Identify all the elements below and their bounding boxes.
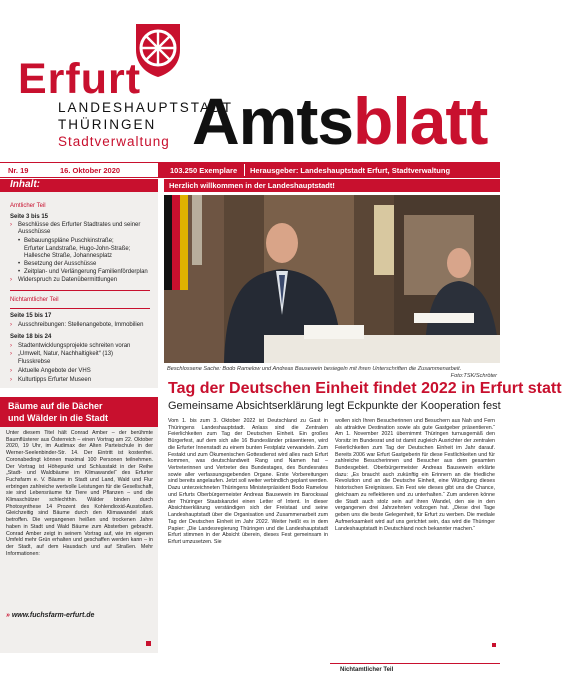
contents-bullet: • Zeitplan- und Verlängerung Familienförderplan bbox=[24, 269, 154, 276]
contents-item[interactable]: › Kulturtipps Erfurter Museen bbox=[18, 377, 154, 384]
article-subtitle: Gemeinsame Absichtserklärung legt Eckpunkte der Kooperation fest bbox=[168, 400, 501, 412]
signing-photo bbox=[164, 195, 500, 363]
masthead-line-1: LANDESHAUPTSTADT bbox=[58, 100, 234, 115]
bar-divider bbox=[244, 164, 245, 176]
contents-bullet-cont: Erfurter Landstraße, Hugo-John-Straße; bbox=[24, 246, 131, 252]
contents-item[interactable]: › „Umwelt, Natur, Nachhaltigkeit“ (13) bbox=[18, 351, 154, 358]
page-range: Seite 15 bis 17 bbox=[10, 313, 52, 319]
sidebar-article bbox=[0, 427, 158, 653]
end-mark bbox=[146, 641, 151, 646]
contents-item-cont: Flusskrebse bbox=[18, 359, 51, 365]
amtsblatt-title: Amtsblatt bbox=[192, 84, 488, 158]
sidebar-article-heading: Bäume auf die Dächer und Wälder in die Stadt bbox=[0, 397, 158, 427]
issue-publisher: Herausgeber: Landeshauptstadt Erfurt, Stadtverwaltung bbox=[250, 166, 451, 175]
article-column-2: wollen sich Ihren Besucherinnen und Besuchern aus Nah und Fern als attraktive Destination sowie als gute Gastgeber präsentieren.“ Am 1. November 2021 übernimmt Thüringen turnusgemäß den Vorsitz im Bundesrat und ist damit zugleich Ausrichter der zentralen Feierlichkeiten zum Tag der Deutschen Einheit im Jahr darauf. Bereits 2006 war Erfurt Gastgeberin für diese Festlichkeiten und für zahlreiche Besucherinnen und Besucher aus dem gesamten Bundesgebiet. Oberbürgermeister Andreas Bausewein erklärte dazu: „Es braucht auch zukünftig ein Erinnern an die friedliche Revolution und an die Deutsche Einheit, eine Würdigung dieses historischen Ereignisses. Ein Fest wie dieses gibt uns die Chance, gleichsam zu reflektieren und zu unterhalten.“ Zum anderen könne die Stadt auch stolz sein auf ihren Wandel, den sie in den vergangenen drei Jahrzehnten vollzogen hat. „Diese drei Tage geben uns die beste Gelegenheit, für Erfurt zu werben. Die mediale Aufmerksamkeit wird auf uns gerichtet sein, das wird die Thüringer Landeshauptstadt in Deutschland noch bekannter machen.“ bbox=[335, 418, 495, 532]
article-column-1: Vom 1. bis zum 3. Oktober 2022 ist Deutschland zu Gast in Thüringens Landeshauptstadt. Anlass sind die Zentralen Feierlichkeiten zum Tag der Deutschen Einheit. Ein großes Bürgerfest, auf dem sich alle 16 Bundesländer präsentieren, wird die Erfurter Innenstadt zu einem bunten Festplatz verwandeln. Zum Festakt und zum Ökumenischen Gottesdienst wird alles nach Erfurt kommen, was deutschlandweit Rang und Namen hat – Vertreterinnen und Vertreter des Bundestages, des Bundesrates sowie aller verfassungsgebenden Organe. Erste Vorbereitungen sind bereits angelaufen. Jetzt soll weiter verbindlich geplant werden. Dazu unterzeichneten Thüringens Ministerpräsident Bodo Ramelow und Erfurts Oberbürgermeister Andreas Bausewein im Barocksaal der Thüringer Staatskanzlei einen Letter of Intent. In dieser Absichtserklärung verständigen sich der Freistaat und seine Landeshauptstadt über die Organisation und Zusammenarbeit zum Tag der Deutschen Einheit im Jahr 2022. Weiter heißt es in dem Papier: „Die Landesregierung Thüringen und die Landeshauptstadt Erfurt stimmen in der Absicht überein, dieses Fest gemeinsam in Erfurt umzusetzen. Sie bbox=[168, 418, 328, 545]
issue-number: Nr. 19 bbox=[8, 166, 29, 175]
section-label: Amtlicher Teil bbox=[10, 203, 46, 209]
contents-panel bbox=[0, 192, 158, 388]
issue-date: 16. Oktober 2020 bbox=[60, 166, 121, 175]
contents-item[interactable]: › Ausschreibungen: Stellenangebote, Immobilien bbox=[18, 322, 154, 329]
divider bbox=[10, 308, 150, 309]
contents-bullet: • Bebauungspläne Puschkinstraße; bbox=[24, 238, 154, 245]
contents-item[interactable]: › Aktuelle Angebote der VHS bbox=[18, 368, 154, 375]
article-title: Tag der Deutschen Einheit findet 2022 in Erfurt statt bbox=[168, 380, 562, 397]
section-label: Nichtamtlicher Teil bbox=[10, 297, 59, 303]
contents-item[interactable]: › Widerspruch zu Datenübermittlungen bbox=[18, 277, 154, 284]
photo-header: Herzlich willkommen in der Landeshauptstadt! bbox=[164, 179, 500, 192]
end-mark bbox=[492, 643, 496, 647]
issue-copies: 103.250 Exemplare bbox=[170, 166, 238, 175]
contents-bullet-cont: Hallesche Straße, Johannesplatz bbox=[24, 253, 113, 259]
page-range: Seite 18 bis 24 bbox=[10, 334, 52, 340]
contents-heading: Inhalt: bbox=[0, 179, 158, 192]
masthead-line-2: THÜRINGEN bbox=[58, 117, 157, 132]
photo-caption: Beschlossene Sache: Bodo Ramelow und Andreas Bausewein besiegeln mit ihren Unterschriften die Zusammenarbeit. Foto:TSK/Schröter bbox=[167, 366, 497, 379]
contents-bullet: • Besetzung der Ausschüsse bbox=[24, 261, 154, 268]
masthead-line-3: Stadtverwaltung bbox=[58, 134, 170, 149]
issue-number-date bbox=[0, 162, 158, 178]
city-name: Erfurt bbox=[18, 55, 142, 103]
website-link[interactable]: » www.fuchsfarm-erfurt.de bbox=[6, 612, 95, 619]
contents-item[interactable]: › Beschlüsse des Erfurter Stadtrates und seiner Ausschüsse bbox=[18, 222, 154, 237]
page-range: Seite 3 bis 15 bbox=[10, 214, 49, 220]
footer: Nichtamtlicher Teil bbox=[330, 663, 500, 676]
sidebar-article-text: Unter diesem Titel hält Conrad Amber – der berühmte Baumflüsterer aus Österreich – einen Vortrag am 22. Oktober 2020, 19 Uhr, im Audimax der Alten Parteischule in der Werner-Seelenbinder-Str. 14. Der Eintritt ist kostenfrei. Coronabedingt können maximal 100 Personen teilnehmen. Der Vortrag ist Höhepunkt und Schlusstakt in der Reihe „Stadt- und Waldbäume im Klimawandel“ des Erfurter Fuchsfarm e. V. Bäume in Stadt und Land, Wald und Flur erbringen zahlreiche wertvolle Leistungen für die Gesellschaft, sie sind Lebensräume für Tiere und Pflanzen – und die Klimaschützer schlechthin. Wälder binden durch Photosynthese 14 Prozent des Kohlendioxid-Ausstoßes. Gleichzeitig sind Bäume durch den Klimawandel stark betroffen. Die vergangenen heißen und trockenen Jahre haben in Stadt und Wald Bäume zum Absterben gebracht. Conrad Amber zeigt in seinem Vortrag auf, wie im eigenen Umfeld mehr Grün erhalten und geschaffen werden kann – in der Stadt, auf dem Hausdach und auf Straßen. Mehr Informationen: bbox=[6, 430, 153, 557]
divider bbox=[10, 290, 150, 291]
contents-item[interactable]: › Stadtentwicklungsprojekte schreiten voran bbox=[18, 343, 154, 350]
photo-credit: Foto:TSK/Schröter bbox=[450, 373, 497, 379]
